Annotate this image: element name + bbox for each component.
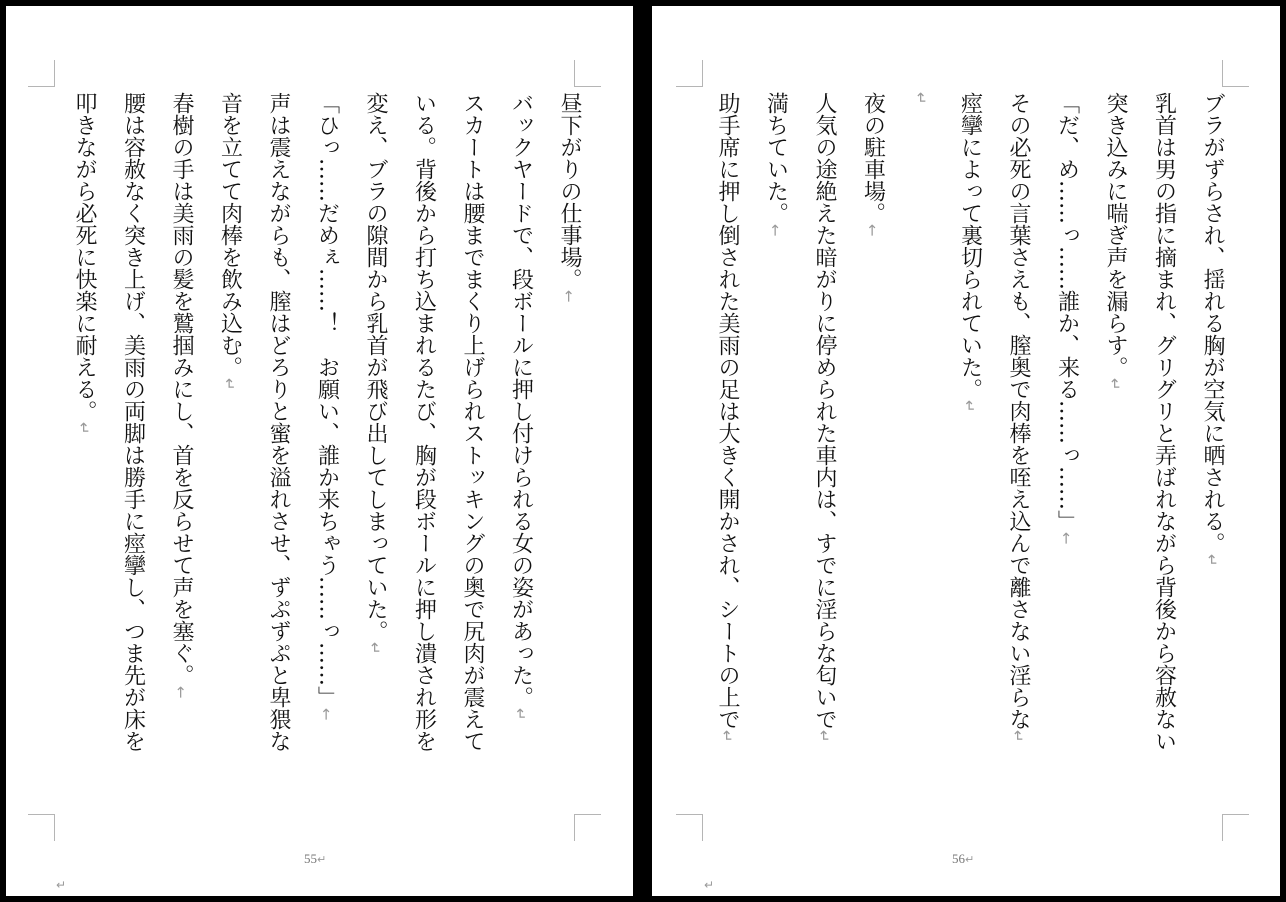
line-text: 助手席に押し倒された美雨の足は大きく開かされ、シートの上で <box>715 92 740 730</box>
line-text: 夜の駐車場。 <box>860 92 886 224</box>
paragraph-mark-icon: ↵ <box>75 422 93 435</box>
crop-mark-top-left <box>28 60 55 87</box>
text-line <box>800 92 849 832</box>
text-line <box>351 92 400 832</box>
crop-mark-top-right <box>1222 60 1249 87</box>
paragraph-mark-icon: ↵ <box>1106 378 1124 391</box>
paragraph-mark-icon: ← <box>317 708 336 721</box>
text-line <box>994 92 1043 832</box>
line-text: 叩きながら必死に快楽に耐える。 <box>72 92 97 422</box>
paragraph-mark-icon: ← <box>1057 532 1076 545</box>
line-text: 変え、ブラの隙間から乳首が飛び出してしまっていた。 <box>363 92 388 642</box>
paragraph-mark-icon: ↵ <box>912 92 930 105</box>
line-text: 人気の途絶えた暗がりに停められた車内は、すでに淫らな匂いで <box>812 92 837 730</box>
text-line <box>108 92 157 832</box>
line-text: 痙攣によって裏切られていた。 <box>957 92 983 400</box>
line-text: 突き込みに喘ぎ声を漏らす。 <box>1103 92 1128 378</box>
text-line <box>751 92 800 832</box>
line-text: 満ちていた。 <box>763 92 789 224</box>
text-line <box>205 92 254 832</box>
line-text: バックヤードで、段ボールに押し付けられる女の姿があった。 <box>508 92 534 708</box>
text-line <box>60 92 109 832</box>
document-page-56 <box>652 6 1280 896</box>
line-text: 音を立てて肉棒を飲み込む。 <box>217 92 243 378</box>
line-text: 昼下がりの仕事場。 <box>557 92 582 290</box>
crop-mark-bottom-left <box>28 814 55 841</box>
paragraph-mark-icon: ← <box>172 686 190 699</box>
line-text: 声は震えながらも、膣はどろりと蜜を溢れさせ、ずぷずぷと卑猥な <box>266 92 291 752</box>
paragraph-mark-icon: ← <box>560 290 578 303</box>
document-page-55 <box>6 6 633 896</box>
line-text: 「だ、め……っ……誰か、来る……っ……」 <box>1054 92 1080 532</box>
vertical-text-body[interactable] <box>53 92 593 832</box>
text-line <box>1188 92 1237 832</box>
paragraph-mark-icon: ↵ <box>511 708 530 721</box>
crop-mark-top-right <box>574 60 601 87</box>
text-line <box>897 92 946 832</box>
paragraph-mark-icon: ↵ <box>366 642 384 655</box>
page-number: 56↵ <box>952 851 975 866</box>
text-line <box>1042 92 1091 832</box>
end-paragraph-mark: ↵ <box>56 878 67 892</box>
text-line <box>1139 92 1188 832</box>
vertical-text-body[interactable] <box>696 92 1236 832</box>
paragraph-mark-icon: ↵ <box>718 730 736 743</box>
paragraph-mark-icon: ← <box>863 224 882 237</box>
paragraph-mark-icon: ↵ <box>960 400 979 413</box>
page-number: 55↵ <box>304 851 327 866</box>
text-line <box>448 92 497 832</box>
crop-mark-top-left <box>676 60 703 87</box>
line-text: 春樹の手は美雨の髪を鷲掴みにし、首を反らせて声を塞ぐ。 <box>169 92 194 686</box>
text-line <box>399 92 448 832</box>
text-line <box>703 92 752 832</box>
text-line <box>496 92 545 832</box>
paragraph-mark-icon: ← <box>766 224 785 237</box>
paragraph-mark-icon: ↵ <box>1009 730 1027 743</box>
line-text: その必死の言葉さえも、膣奥で肉棒を咥え込んで離さない淫らな <box>1006 92 1031 730</box>
line-text: 「ひっ……だめぇ……！ お願い、誰か来ちゃう……っ……」 <box>314 92 340 708</box>
text-line <box>945 92 994 832</box>
paragraph-mark-icon: ↵ <box>815 730 833 743</box>
paragraph-mark-icon: ↵ <box>1203 554 1221 567</box>
line-text: いる。背後から打ち込まれるたび、胸が段ボールに押し潰され形を <box>411 92 437 752</box>
end-paragraph-mark: ↵ <box>704 878 715 892</box>
text-line <box>157 92 206 832</box>
text-line <box>302 92 351 832</box>
paragraph-mark-icon: ↵ <box>220 378 239 391</box>
line-text: 腰は容赦なく突き上げ、美雨の両脚は勝手に痙攣し、つま先が床を <box>120 92 146 752</box>
line-text: 乳首は男の指に摘まれ、グリグリと弄ばれながら背後から容赦ない <box>1151 92 1177 752</box>
line-text: ブラがずらされ、揺れる胸が空気に晒される。 <box>1200 92 1225 554</box>
text-line <box>254 92 303 832</box>
text-line <box>848 92 897 832</box>
line-text: スカートは腰までまくり上げられストッキングの奥で尻肉が震えて <box>460 92 485 752</box>
text-line <box>1091 92 1140 832</box>
text-line <box>545 92 594 832</box>
